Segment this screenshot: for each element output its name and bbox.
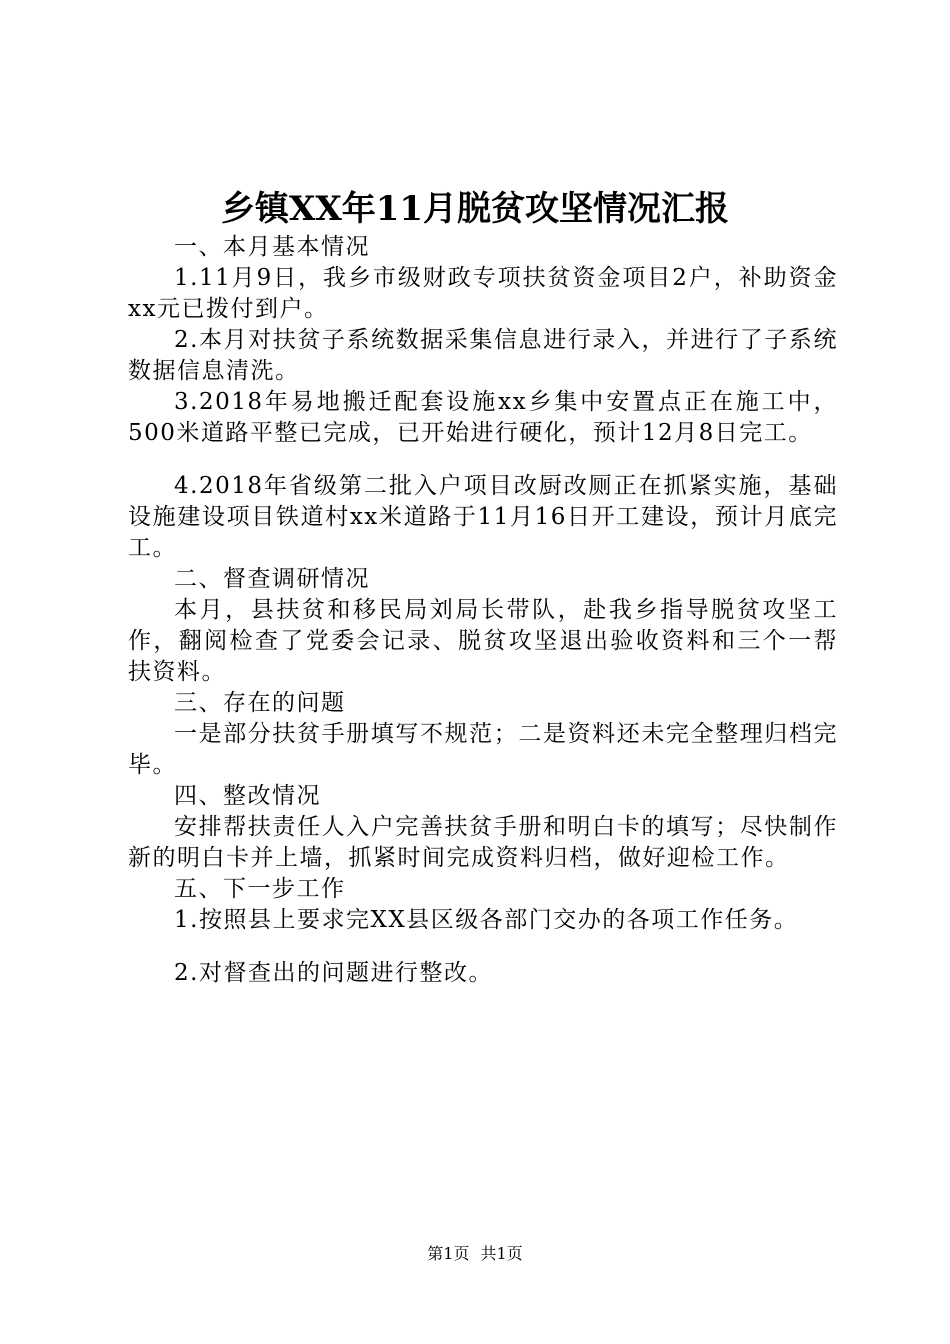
paragraph-next-step-2: 2.对督查出的问题进行整改。 xyxy=(174,960,493,986)
paragraph-next-step-1: 1.按照县上要求完XX县区级各部门交办的各项工作任务。 xyxy=(174,907,799,933)
paragraph-item-3: 3.2018年易地搬迁配套设施xx乡集中安置点正在施工中，500米道路平整已完成，已开始进行硬化，预计12月8日完工。 xyxy=(128,389,838,446)
page-footer xyxy=(0,1243,950,1265)
page-number: 第1页 xyxy=(427,1244,470,1263)
document-title: 乡镇XX年11月脱贫攻坚情况汇报 xyxy=(220,189,730,229)
paragraph-rectification: 安排帮扶责任人入户完善扶贫手册和明白卡的填写；尽快制作新的明白卡并上墙，抓紧时间完成资料归档，做好迎检工作。 xyxy=(128,814,838,871)
document-body xyxy=(128,232,838,989)
section-heading-rectification: 四、整改情况 xyxy=(174,783,321,809)
paragraph-problems: 一是部分扶贫手册填写不规范；二是资料还未完全整理归档完毕。 xyxy=(128,721,838,778)
paragraph-item-2: 2.本月对扶贫子系统数据采集信息进行录入，并进行了子系统数据信息清洗。 xyxy=(128,327,838,384)
paragraph-item-1: 1.11月9日，我乡市级财政专项扶贫资金项目2户，补助资金xx元已拨付到户。 xyxy=(128,265,838,322)
section-heading-inspection: 二、督查调研情况 xyxy=(174,566,370,592)
section-heading-problems: 三、存在的问题 xyxy=(174,690,346,716)
paragraph-inspection: 本月，县扶贫和移民局刘局长带队，赴我乡指导脱贫攻坚工作，翻阅检查了党委会记录、脱贫攻坚退出验收资料和三个一帮扶资料。 xyxy=(128,597,838,685)
section-heading-basic: 一、本月基本情况 xyxy=(174,234,370,260)
paragraph-item-4: 4.2018年省级第二批入户项目改厨改厕正在抓紧实施，基础设施建设项目铁道村xx米道路于11月16日开工建设，预计月底完工。 xyxy=(128,473,838,561)
section-heading-next-steps: 五、下一步工作 xyxy=(174,876,346,902)
page-total: 共1页 xyxy=(480,1244,523,1263)
